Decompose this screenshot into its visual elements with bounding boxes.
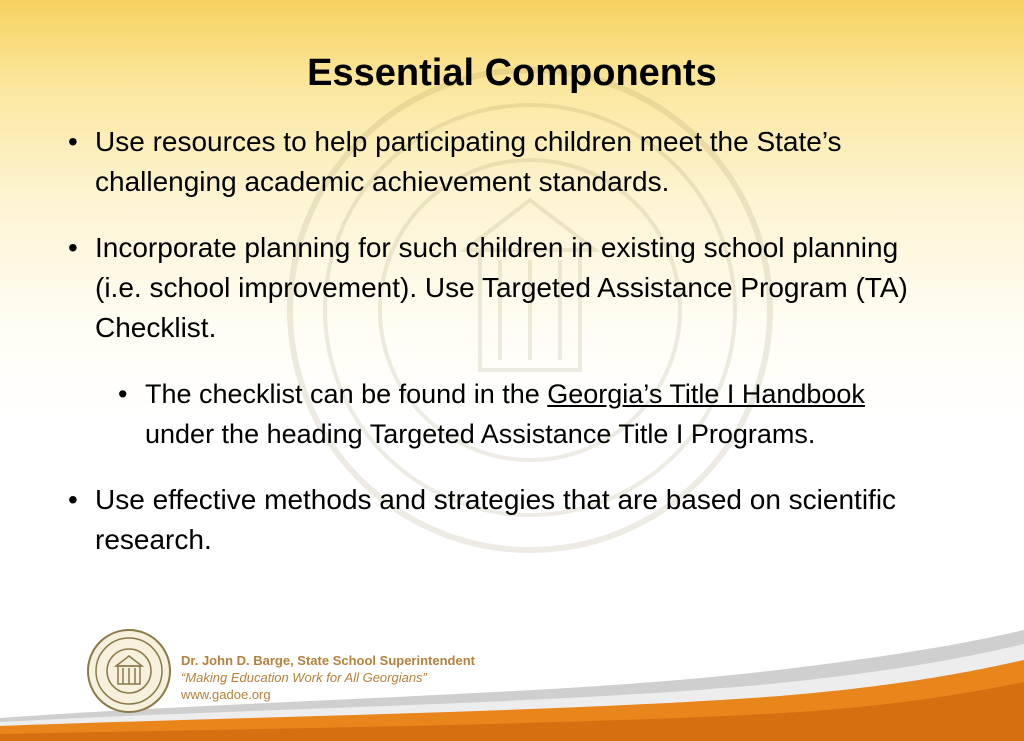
bullet-marker: • [68, 232, 78, 263]
bullet-text-after: under the heading Targeted Assistance Title I Programs. [145, 419, 816, 449]
handbook-link[interactable]: Georgia’s Title I Handbook [547, 379, 865, 409]
bullet-marker: • [68, 484, 78, 515]
bullet-text-before: The checklist can be found in the [145, 379, 548, 409]
bullet-item [68, 122, 948, 202]
bullet-marker: • [118, 379, 128, 409]
bullet-text: Use resources to help participating children meet the State’s challenging academic achievement standards. [95, 126, 842, 197]
footer-url[interactable]: www.gadoe.org [181, 687, 271, 702]
bullet-text: Incorporate planning for such children in existing school planning (i.e. school improvement). Use Targeted Assistance Program (TA) Checklist. [95, 232, 908, 343]
bullet-list [68, 122, 948, 586]
sub-bullet-item [118, 374, 915, 454]
slide-title: Essential Components [307, 52, 717, 94]
footer-text [181, 652, 475, 703]
bullet-text: Use effective methods and strategies that are based on scientific research. [95, 484, 897, 555]
department-seal-icon [86, 628, 172, 714]
bullet-item [68, 480, 948, 560]
bullet-marker: • [68, 126, 78, 157]
bullet-item [68, 228, 948, 348]
footer-motto: “Making Education Work for All Georgians” [181, 670, 427, 685]
superintendent-name: Dr. John D. Barge, State School Superintendent [181, 653, 475, 668]
